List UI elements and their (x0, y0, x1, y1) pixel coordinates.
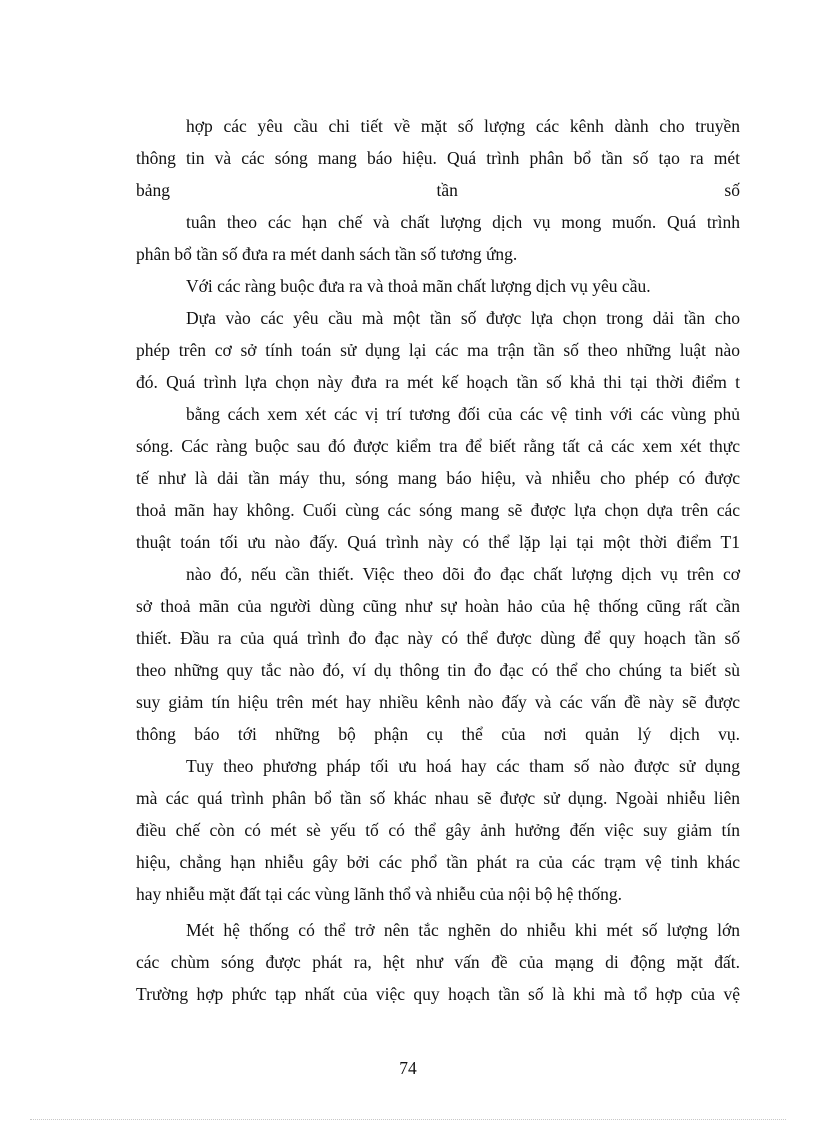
text-line: phân bổ tần số đưa ra mét danh sách tần số tương ứng. (136, 244, 518, 264)
text-line: đó. Quá trình lựa chọn này đưa ra mét kế hoạch tần số khả thi tại thời điểm t (136, 372, 740, 392)
text-line: tế như là dải tần máy thu, sóng mang báo hiệu, và nhiễu cho phép có được (136, 468, 740, 488)
text-line: phép trên cơ sở tính toán sử dụng lại các ma trận tần số theo những luật nào (136, 340, 740, 360)
text-line: Tuy theo phương pháp tối ưu hoá hay các tham số nào được sử dụng (186, 756, 740, 776)
text-line: tuân theo các hạn chế và chất lượng dịch vụ mong muốn. Quá trình (186, 212, 740, 232)
text-line: theo những quy tắc nào đó, ví dụ thông tin đo đạc có thể cho chúng ta biết sù (136, 660, 740, 680)
text-line: thoả mãn hay không. Cuối cùng các sóng mang sẽ được lựa chọn dựa trên các (136, 500, 740, 520)
text-line: sở thoả mãn của người dùng cũng như sự hoàn hảo của hệ thống cũng rất cần (136, 596, 740, 616)
text-line: Dựa vào các yêu cầu mà một tần số được lựa chọn trong dải tần cho (186, 308, 740, 328)
text-line: mà các quá trình phân bổ tần số khác nhau sẽ được sử dụng. Ngoài nhiễu liên (136, 788, 740, 808)
text-line: bảng tần số (136, 180, 740, 200)
text-line: điều chế còn có mét sè yếu tố có thể gây ảnh hưởng đến việc suy giảm tín (136, 820, 740, 840)
text-line: nào đó, nếu cần thiết. Việc theo dõi đo đạc chất lượng dịch vụ trên cơ (186, 564, 740, 584)
footer-divider (30, 1119, 786, 1120)
text-line: thông báo tới những bộ phận cụ thể của nơi quản lý dịch vụ. (136, 724, 740, 744)
text-line: Trường hợp phức tạp nhất của việc quy hoạch tần số là khi mà tổ hợp của vệ (136, 984, 740, 1004)
text-line: các chùm sóng được phát ra, hệt như vấn đề của mạng di động mặt đất. (136, 952, 740, 972)
text-line: Mét hệ thống có thể trở nên tắc nghẽn do nhiễu khi mét số lượng lớn (186, 920, 740, 940)
text-line: suy giảm tín hiệu trên mét hay nhiều kênh nào đấy và các vấn đề này sẽ được (136, 692, 740, 712)
text-line: sóng. Các ràng buộc sau đó được kiểm tra để biết rằng tất cả các xem xét thực (136, 436, 740, 456)
text-line: Với các ràng buộc đưa ra và thoả mãn chất lượng dịch vụ yêu cầu. (186, 276, 651, 296)
text-line: thuật toán tối ưu nào đấy. Quá trình này có thể lặp lại tại một thời điểm T1 (136, 532, 740, 552)
text-line: bằng cách xem xét các vị trí tương đối của các vệ tinh với các vùng phủ (186, 404, 740, 424)
text-line: thiết. Đầu ra của quá trình đo đạc này có thể được dùng để quy hoạch tần số (136, 628, 740, 648)
text-line: thông tin và các sóng mang báo hiệu. Quá trình phân bổ tần số tạo ra mét (136, 148, 740, 168)
text-line: hiệu, chẳng hạn nhiễu gây bởi các phổ tần phát ra của các trạm vệ tinh khác (136, 852, 740, 872)
page-number: 74 (399, 1058, 417, 1078)
text-line: hợp các yêu cầu chi tiết về mặt số lượng các kênh dành cho truyền (186, 116, 740, 136)
text-line: hay nhiễu mặt đất tại các vùng lãnh thổ và nhiễu của nội bộ hệ thống. (136, 884, 622, 904)
